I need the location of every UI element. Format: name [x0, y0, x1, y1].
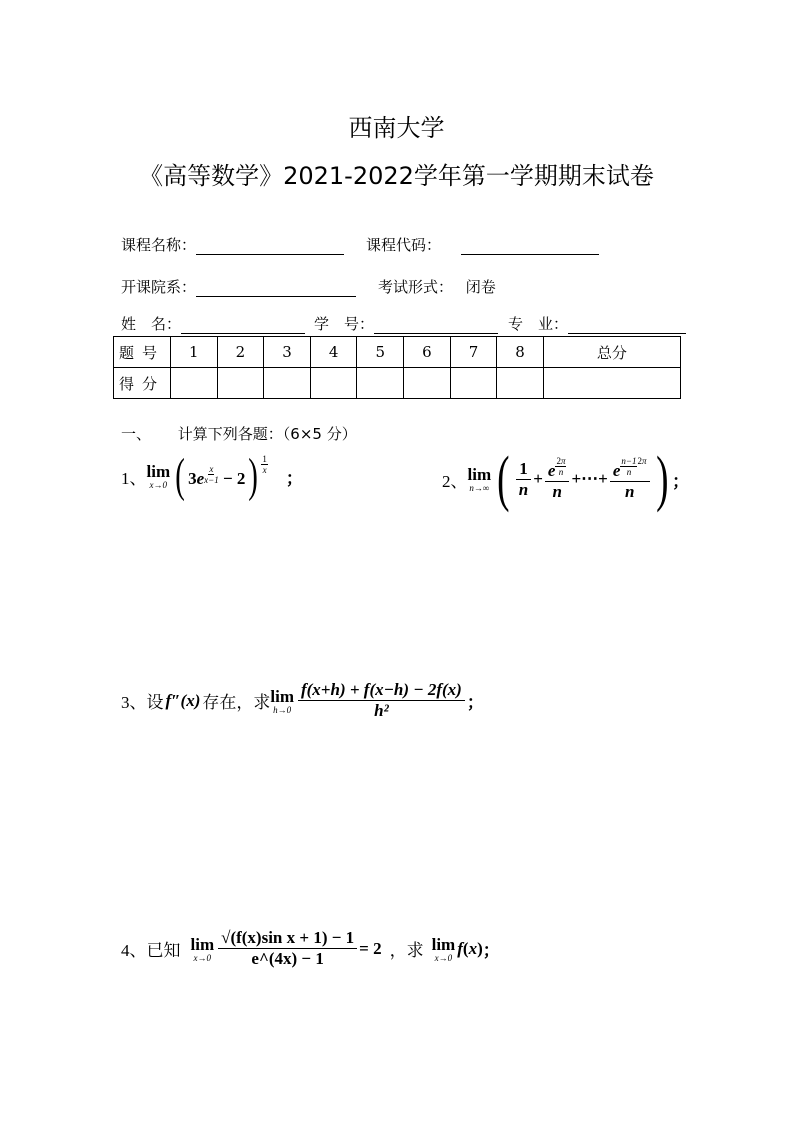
limit-fraction: $\frac{\text{√(f(x)sin x + 1) − 1}}{e\^{}(4x) - 1}$: [218, 928, 357, 969]
problem-1: 1、 lim x→0 ( 3e $\frac{x}{x-1}$ − 2 ) $\frac{1}{x}$ ；: [121, 449, 303, 502]
student-id-label: 学 号：: [314, 315, 375, 333]
column-header-total: 总分: [543, 337, 680, 368]
score-row: [114, 368, 681, 399]
column-header: 4: [310, 337, 357, 368]
problem-4-index: 4、: [121, 941, 147, 960]
section-heading: [121, 423, 357, 444]
department-row: [121, 276, 356, 297]
student-id-row: [314, 313, 498, 334]
column-header: 2: [217, 337, 264, 368]
column-header: 1: [171, 337, 218, 368]
score-cell[interactable]: [450, 368, 497, 399]
major-field[interactable]: [568, 317, 686, 334]
score-cell[interactable]: [171, 368, 218, 399]
department-field[interactable]: [196, 280, 356, 297]
department-label: 开课院系：: [121, 278, 197, 296]
score-cell[interactable]: [404, 368, 451, 399]
problem-3: 3、 设 f″(x) 存在，求 lim h→0 $\frac{f(x+h) + f(x-h) - 2f(x)}{\text{h²}}$ ；: [121, 680, 484, 720]
course-name-label: 课程名称：: [121, 236, 197, 254]
exam-type-value: 闭卷: [465, 278, 496, 296]
score-table: [113, 336, 681, 399]
course-code-row: [366, 234, 599, 255]
limit-fraction: $\frac{f(x+h) + f(x-h) - 2f(x)}{\text{h²}}$: [298, 680, 465, 721]
score-cell[interactable]: [497, 368, 544, 399]
problem-4: 4、 已知 lim x→0 $\frac{\text{√(f(x)sin x + 1) − 1}}{e\^{}(4x) - 1}$ = 2 ，求 lim x→0 f (x) ；: [121, 928, 500, 968]
limit-operator: lim x→0: [431, 934, 456, 963]
question-number-row: [114, 337, 681, 368]
exam-title: 《高等数学》2021-2022学年第一学期期末试卷: [139, 162, 654, 190]
university-name: 西南大学: [348, 114, 445, 142]
student-id-field[interactable]: [374, 317, 498, 334]
column-header: 5: [357, 337, 404, 368]
course-name-field[interactable]: [196, 238, 344, 255]
name-field[interactable]: [181, 317, 305, 334]
score-cell-total[interactable]: [543, 368, 680, 399]
problem-2-index: 2、: [442, 471, 468, 491]
section-number: 一、: [121, 425, 152, 443]
score-header: 得分: [114, 368, 171, 399]
limit-operator: lim x→0: [190, 934, 215, 963]
column-header: 6: [404, 337, 451, 368]
course-code-field[interactable]: [461, 238, 599, 255]
problem-2: 2、 lim n→∞ ( $\frac{1}{n}$ + e $\frac{2\pi}{n}$ n +⋯+ e $\frac{n-1}{n}$ $^{2\pi}$ n ) ；: [442, 445, 690, 513]
course-name-row: [121, 234, 344, 255]
exam-type-row: [378, 276, 496, 297]
column-header: 3: [264, 337, 311, 368]
score-cell[interactable]: [264, 368, 311, 399]
limit-operator: lim x→0: [146, 462, 171, 490]
column-header: 7: [450, 337, 497, 368]
section-title: 计算下列各题：（6×5 分）: [177, 425, 357, 443]
question-number-header: 题号: [114, 337, 171, 368]
score-cell[interactable]: [310, 368, 357, 399]
given-expression: f″(x): [165, 690, 201, 710]
name-label: 姓 名：: [121, 315, 182, 333]
course-code-label: 课程代码：: [366, 236, 442, 254]
problem-3-index: 3、: [121, 693, 147, 712]
limit-operator: lim n→∞: [467, 465, 492, 493]
score-cell[interactable]: [357, 368, 404, 399]
limit-operator: lim h→0: [270, 686, 294, 715]
score-cell[interactable]: [217, 368, 264, 399]
name-row: [121, 313, 305, 334]
major-label: 专 业：: [508, 315, 569, 333]
exam-type-label: 考试形式：: [378, 278, 454, 296]
major-row: [508, 313, 686, 334]
column-header: 8: [497, 337, 544, 368]
problem-1-index: 1、: [121, 468, 147, 488]
